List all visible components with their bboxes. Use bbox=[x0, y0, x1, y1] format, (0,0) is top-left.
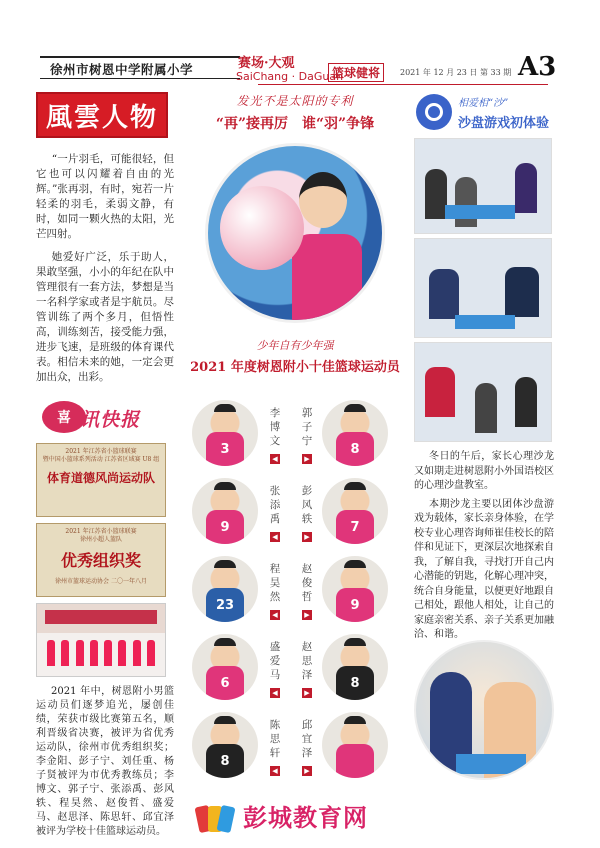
arrow-icon: ◀ bbox=[270, 766, 280, 776]
player-jersey: 3 bbox=[206, 432, 244, 466]
column-label: 篮球健将 bbox=[328, 63, 384, 82]
news-flash-header bbox=[36, 399, 174, 437]
masthead-rule-bottom bbox=[40, 78, 240, 79]
news-flash-title: 讯快报 bbox=[80, 409, 141, 431]
photo-sandtray bbox=[445, 205, 515, 219]
achievements-article: 2021 年中，树恩附小男篮运动员们逐梦追光，屡创佳绩，荣获市级比赛第五名，顺利晋级省决赛，被评为省优秀运动队，徐州市优秀组织奖；李金阳、彭子宁、刘任重、杨子贤被评为市优秀教练员；李博文、郭子宁、张添禹、彭风轶、程昊然、赵俊哲、盛爱马、赵思泽、陈思轩、邱宜泽被评为学校十佳篮球运动员。 bbox=[36, 686, 174, 837]
photo-jersey bbox=[292, 234, 362, 323]
sandplay-article bbox=[414, 450, 554, 643]
arrow-icon: ▶ bbox=[302, 532, 312, 542]
player-name: 彭风轶 bbox=[301, 485, 313, 525]
player-hair bbox=[214, 482, 236, 490]
sandplay-photo-circle bbox=[414, 640, 554, 780]
team-member bbox=[147, 640, 155, 666]
profile-paragraph: “一片羽毛，可能很轻，但它也可以闪耀着自由的光辉。”张再羽，有时，宛若一片轻柔的羽毛，柔弱文静，有时，如同一颗火热的太阳，光芒四射。 bbox=[36, 153, 174, 240]
player-name: 陈思轩 bbox=[269, 719, 281, 759]
players-title: 2021 年度树恩附小十佳篮球运动员 bbox=[190, 360, 400, 375]
player-jersey: 6 bbox=[206, 666, 244, 700]
photo-person bbox=[429, 269, 459, 319]
player-name: 赵思泽 bbox=[301, 641, 313, 681]
player-jersey: 23 bbox=[206, 588, 244, 622]
team-banner bbox=[45, 610, 157, 624]
photo-person bbox=[455, 177, 477, 227]
fengyun-banner: 風雲人物 bbox=[36, 92, 168, 138]
player-hair bbox=[214, 716, 236, 724]
player-photo bbox=[192, 478, 258, 544]
player-hair bbox=[344, 638, 366, 646]
player-hair bbox=[344, 716, 366, 724]
player-photo bbox=[322, 634, 388, 700]
team-member bbox=[61, 640, 69, 666]
photo-person bbox=[425, 367, 455, 417]
player-photo bbox=[192, 634, 258, 700]
player-photo bbox=[322, 712, 388, 778]
player-jersey: 9 bbox=[336, 588, 374, 622]
player-photo bbox=[322, 478, 388, 544]
player-name: 盛爱马 bbox=[269, 641, 281, 681]
sandplay-subtitle: 相爱相“沙” bbox=[458, 98, 509, 109]
certificate-header: 2021 年江苏省小篮球联赛 bbox=[65, 528, 137, 535]
team-member bbox=[118, 640, 126, 666]
team-member bbox=[90, 640, 98, 666]
team-members bbox=[47, 640, 155, 666]
certificate-subheader: 暨中国小篮球系列活动 江苏省区域赛 U8 组 bbox=[42, 456, 160, 463]
arrow-icon: ◀ bbox=[270, 454, 280, 464]
certificate-sportsmanship bbox=[36, 443, 166, 517]
site-name: 彭城教育网 bbox=[243, 804, 368, 832]
player-name: 邱宜泽 bbox=[301, 719, 313, 759]
arrow-icon: ◀ bbox=[270, 610, 280, 620]
player-photo bbox=[192, 400, 258, 466]
player-hair bbox=[214, 560, 236, 568]
player-photo bbox=[192, 712, 258, 778]
sandplay-logo-icon bbox=[416, 94, 452, 130]
arrow-icon: ▶ bbox=[302, 766, 312, 776]
sandplay-header bbox=[414, 92, 554, 134]
photo-person bbox=[505, 267, 539, 317]
arrow-icon: ▶ bbox=[302, 454, 312, 464]
feature-title: “再”接再厉 谁“羽”争锋 bbox=[215, 116, 375, 132]
feature-photo bbox=[205, 143, 385, 323]
player-name: 张添禹 bbox=[269, 485, 281, 525]
player-hair bbox=[344, 560, 366, 568]
player-hair bbox=[214, 404, 236, 412]
player-photo bbox=[322, 556, 388, 622]
player-photo bbox=[322, 400, 388, 466]
footer-brand bbox=[195, 794, 415, 836]
arrow-icon: ◀ bbox=[270, 688, 280, 698]
player-jersey bbox=[336, 744, 374, 778]
sandplay-title: 沙盘游戏初体验 bbox=[458, 116, 550, 131]
photo-person bbox=[515, 163, 537, 213]
player-hair bbox=[344, 482, 366, 490]
sandplay-photo-2 bbox=[414, 238, 552, 338]
player-jersey: 7 bbox=[336, 510, 374, 544]
photo-basketball bbox=[220, 186, 304, 270]
sandplay-paragraph: 冬日的午后，家长心理沙龙又如期走进树恩附小外国语校区的心理沙盘教室。 bbox=[414, 451, 554, 491]
arrow-icon: ▶ bbox=[302, 688, 312, 698]
certificate-subheader: 徐州小超人篮队 bbox=[79, 536, 122, 543]
player-jersey: 8 bbox=[336, 666, 374, 700]
photo-head bbox=[299, 172, 347, 228]
photo-sandtray bbox=[456, 754, 526, 774]
sandplay-photo-3 bbox=[414, 342, 552, 442]
feature-subtitle: 发光不是太阳的专利 bbox=[236, 94, 354, 108]
arrow-icon: ◀ bbox=[270, 532, 280, 542]
player-name: 郭子宁 bbox=[301, 407, 313, 447]
photo-person bbox=[475, 383, 497, 433]
masthead-rule-top bbox=[40, 56, 240, 58]
sandplay-paragraph: 本期沙龙主要以团体沙盘游戏为载体，家长亲身体验，在学校专业心理咨询师崔佳校长的陪伴和见证下，更深层次地探索自我，了解自我，寻找打开自己内心潜能的钥匙，化解心理冲突，统合自身能量，以便更好地跟自己相处，跟他人相处，让自己的家庭亲密关系、亲子关系更加融洽、和谐。 bbox=[414, 498, 554, 640]
right-column bbox=[414, 92, 554, 647]
profile-article bbox=[36, 152, 174, 385]
certificate-title: 体育道德风尚运动队 bbox=[46, 471, 155, 485]
team-photo bbox=[36, 603, 166, 677]
masthead bbox=[30, 40, 570, 88]
section-rule bbox=[258, 84, 548, 85]
section-title-en: SaiChang · DaGuan bbox=[236, 70, 344, 83]
player-jersey: 8 bbox=[336, 432, 374, 466]
player-name: 李博文 bbox=[269, 407, 281, 447]
photo-person bbox=[515, 377, 537, 427]
news-flash-glyph: 喜 bbox=[42, 401, 86, 433]
center-column bbox=[182, 92, 408, 375]
certificate-organization bbox=[36, 523, 166, 597]
book-logo-icon bbox=[195, 794, 235, 834]
left-column bbox=[36, 92, 174, 839]
team-member bbox=[47, 640, 55, 666]
profile-paragraph: 她爱好广泛，乐于助人，果敢坚强，小小的年纪在队中管理很有一套方法，梦想是当一名科学家或者是宇航员。尽管训练了两个多月，但悟性高，训练刻苦，接受能力强，进步飞速，是班级的体育课代表。相信未来的她，一定会更加出众，出彩。 bbox=[36, 251, 174, 383]
player-jersey: 9 bbox=[206, 510, 244, 544]
player-hair bbox=[214, 638, 236, 646]
team-member bbox=[76, 640, 84, 666]
photo-person bbox=[425, 169, 447, 219]
certificate-footer: 徐州市篮球运动协会 二〇一年八月 bbox=[55, 578, 147, 585]
arrow-icon: ▶ bbox=[302, 610, 312, 620]
player-name: 赵俊哲 bbox=[301, 563, 313, 603]
certificate-header: 2021 年江苏省小篮球联赛 bbox=[65, 448, 137, 455]
school-name: 徐州市树恩中学附属小学 bbox=[50, 62, 194, 77]
player-jersey: 8 bbox=[206, 744, 244, 778]
sandplay-photo-1 bbox=[414, 138, 552, 234]
section-title: 赛场·大观 bbox=[238, 56, 295, 71]
certificate-title: 优秀组织奖 bbox=[60, 551, 141, 570]
player-photo bbox=[192, 556, 258, 622]
team-member bbox=[133, 640, 141, 666]
issue-date: 2021 年 12 月 23 日 第 33 期 bbox=[400, 68, 512, 77]
players-subtitle: 少年自有少年强 bbox=[256, 339, 334, 352]
player-hair bbox=[344, 404, 366, 412]
page-number: A3 bbox=[518, 52, 557, 82]
photo-sandtray bbox=[455, 315, 515, 329]
player-name: 程昊然 bbox=[269, 563, 281, 603]
team-member bbox=[104, 640, 112, 666]
